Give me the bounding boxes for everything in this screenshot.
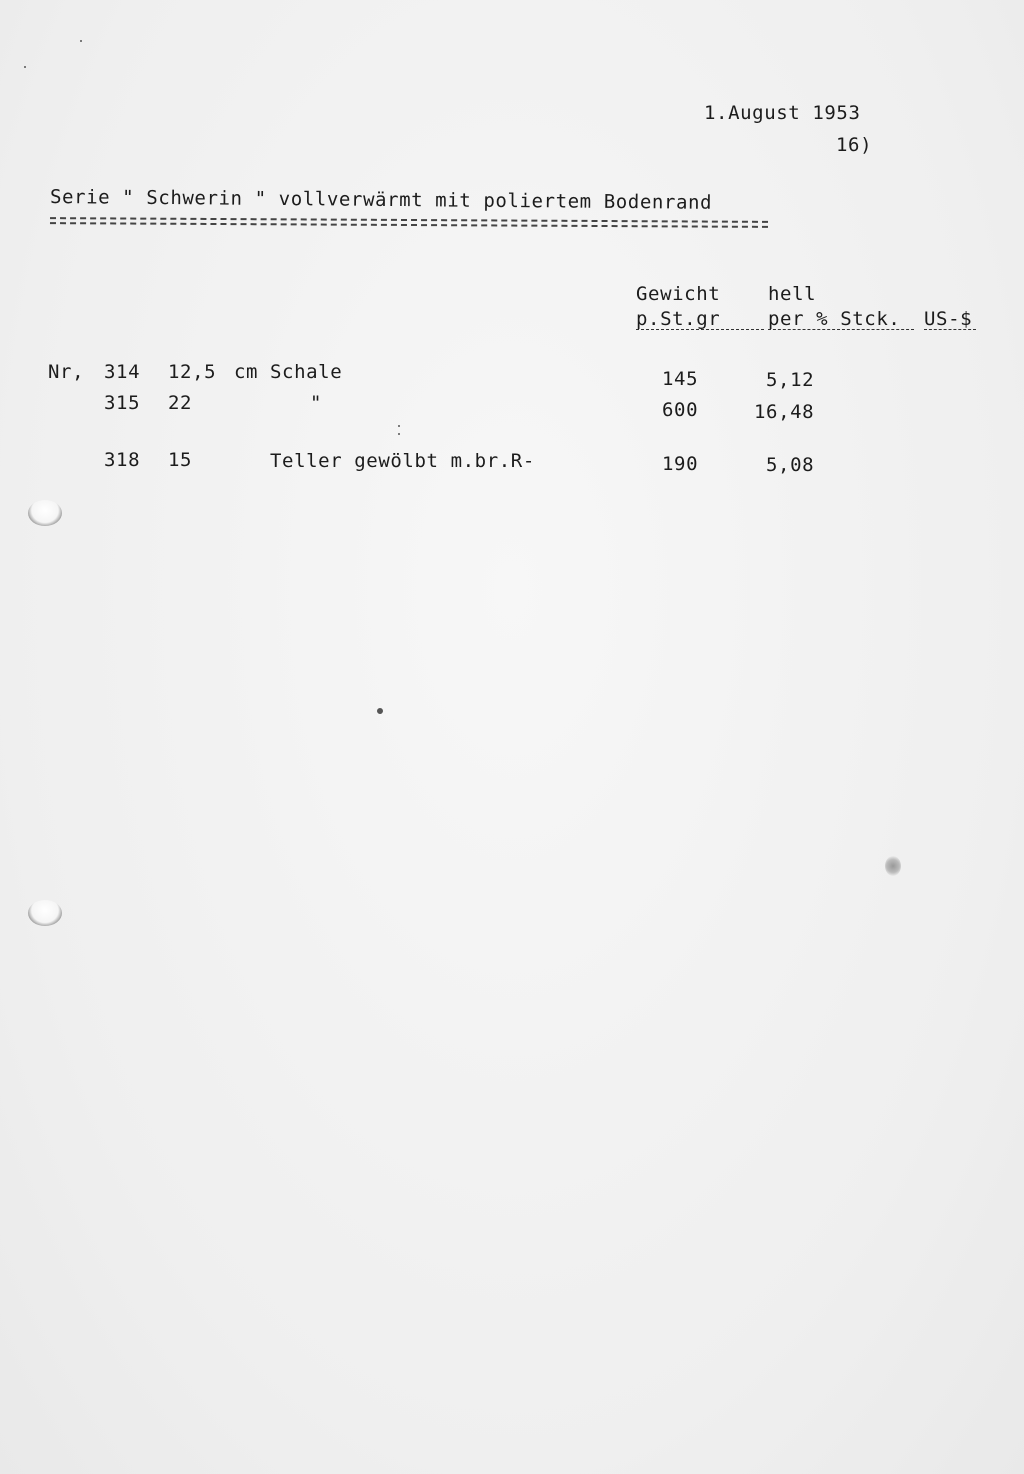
item-number: 314 [104, 361, 141, 383]
header-light-line2: per % Stck. [768, 308, 901, 330]
ink-smudge [885, 856, 901, 876]
item-price: 5,12 [766, 369, 815, 391]
punch-hole-bottom [28, 900, 62, 926]
title-double-underline [50, 217, 768, 228]
item-description: Schale [270, 361, 343, 383]
header-light-line1: hell [768, 283, 817, 305]
item-weight: 190 [662, 453, 699, 475]
header-currency: US-$ [924, 308, 973, 330]
item-unit: cm [234, 361, 259, 383]
ink-speck [24, 66, 26, 68]
row-prefix: Nr, [48, 361, 85, 383]
item-description: Teller gewölbt m.br.R- [270, 450, 535, 472]
ink-speck [80, 40, 82, 42]
item-weight: 145 [662, 368, 699, 390]
ink-speck [377, 708, 383, 714]
item-size: 22 [168, 392, 193, 414]
header-underline [636, 329, 764, 330]
punch-hole-top [28, 500, 62, 526]
item-description: " [310, 392, 323, 414]
item-price: 16,48 [754, 401, 815, 423]
page-number: 16) [836, 134, 873, 156]
header-weight-line1: Gewicht [636, 283, 721, 305]
item-number: 318 [104, 449, 141, 471]
ink-speck [398, 425, 400, 427]
item-number: 315 [104, 392, 141, 414]
item-price: 5,08 [766, 454, 815, 476]
document-date: 1.August 1953 [704, 102, 861, 124]
item-size: 15 [168, 449, 193, 471]
document-title: Serie " Schwerin " vollverwärmt mit poliertem Bodenrand [49, 186, 713, 214]
item-weight: 600 [662, 399, 699, 421]
ink-speck [398, 433, 400, 435]
header-underline [768, 329, 914, 330]
header-underline [924, 329, 976, 330]
header-weight-line2: p.St.gr [636, 308, 721, 330]
item-size: 12,5 [168, 361, 217, 383]
